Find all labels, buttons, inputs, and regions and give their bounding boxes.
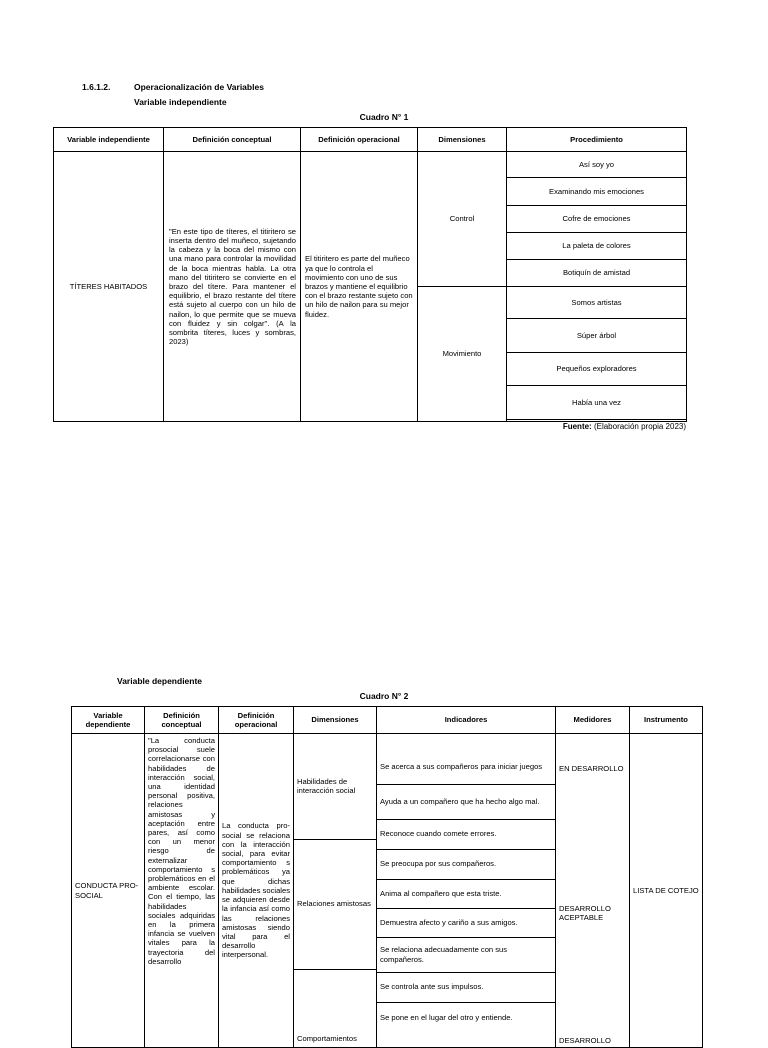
measure-item: DESARROLLO [559, 1036, 611, 1045]
indicator-item: Se controla ante sus impulsos. [377, 972, 555, 1002]
table1-header: Definición operacional [301, 128, 418, 152]
procedure-item: Somos artistas [507, 287, 686, 319]
procedure-item: Examinando mis emociones [507, 178, 686, 205]
table2-indicators [377, 734, 556, 1048]
table1-procedures-control [507, 152, 687, 286]
procedure-item: Así soy yo [507, 152, 686, 178]
subtitle-dependent: Variable dependiente [117, 676, 203, 686]
table1-def-operacional: El titiritero es parte del muñeco ya que lo controla el movimiento con uno de sus brazos y mantiene el equilibrio con el brazo restante sujeto con un hilo de nailon para su mejor fluidez. [301, 152, 418, 422]
table1-def-conceptual: "En este tipo de títeres, el titiritero se inserta dentro del muñeco, sujetando la cabeza y la boca del mismo con una mano para controlar la movilidad de la boca mientras habla. La otra mano del titiritero se convierte en el brazo del títere. Para mantener el equilibrio, el brazo restante del títere está sujeto al cuerpo con un hilo de nailon, lo que permite que se mueva con fluidez y sin colgar". (A la sombrita títeres, luces y sombras, 2023) [164, 152, 301, 422]
measure-item: EN DESARROLLO [559, 764, 624, 773]
table2-def-operacional: La conducta pro-social se relaciona con la interacción social, para evitar comportamiento s problemáticos ya que dichas habilidades sociales se adquieren desde la infancia así como las relaciones amistosas siendo vital para el desarrollo interpersonal. [219, 734, 294, 1048]
table2-instrument: LISTA DE COTEJO [630, 734, 703, 1048]
indicator-item: Se pone en el lugar del otro y entiende. [380, 1012, 513, 1022]
procedure-item: Pequeños exploradores [507, 352, 686, 386]
table1-variable-cell: TÍTERES HABITADOS [54, 152, 164, 422]
section-number: 1.6.1.2. [82, 82, 111, 92]
indicator-item: Se acerca a sus compañeros para iniciar juegos [377, 749, 555, 784]
subtitle-independent: Variable independiente [134, 97, 227, 107]
table2-measures [556, 734, 630, 1048]
table1-header: Variable independiente [54, 128, 164, 152]
table2 [71, 706, 703, 1048]
procedure-item: Botiquín de amistad [562, 268, 631, 278]
dimension-item: Relaciones amistosas [294, 839, 376, 969]
table2-header: Medidores [556, 707, 630, 734]
table1-dimension-control: Control [418, 152, 507, 286]
table2-header: Indicadores [377, 707, 556, 734]
source-text: (Elaboración propia 2023) [591, 422, 686, 431]
table1-header: Dimensiones [418, 128, 507, 152]
table1-header: Definición conceptual [164, 128, 301, 152]
table2-header: Variable dependiente [72, 707, 145, 734]
table2-caption: Cuadro N° 2 [359, 691, 409, 701]
procedure-item [507, 419, 686, 421]
procedure-item: Cofre de emociones [507, 205, 686, 232]
dimension-item: Comportamientos [297, 1033, 357, 1043]
table1-caption: Cuadro N° 1 [359, 112, 409, 122]
table2-def-conceptual: "La conducta prosocial suele correlacionarse con habilidades de interacción social, una identidad personal positiva, relaciones amistosas y aceptación entre pares, así como con un menor riesgo de externalizar comportamiento s problemáticos en el ambiente escolar. Con el tiempo, las habilidades sociales adquiridas en la primera infancia se vuelven vitales para la trayectoria del desarrollo [145, 734, 219, 1048]
indicator-item: Demuestra afecto y cariño a sus amigos. [377, 908, 555, 937]
source-label: Fuente: [562, 422, 592, 431]
procedure-item: Había una vez [507, 386, 686, 420]
table2-header: Instrumento [630, 707, 703, 734]
table2-header: Definición operacional [219, 707, 294, 734]
indicator-item: Se preocupa por sus compañeros. [377, 849, 555, 879]
measure-item: DESARROLLO ACEPTABLE [559, 904, 611, 923]
indicator-item: Reconoce cuando comete errores. [377, 819, 555, 849]
procedure-item: Súper árbol [507, 319, 686, 353]
indicator-item: Ayuda a un compañero que ha hecho algo mal. [377, 784, 555, 819]
table1 [53, 127, 687, 422]
indicator-item: Se relaciona adecuadamente con sus compañeros. [377, 937, 555, 972]
section-title: Operacionalización de Variables [134, 82, 264, 92]
procedure-item: La paleta de colores [507, 232, 686, 259]
table2-dimensions [294, 734, 377, 1048]
table1-source [520, 422, 686, 431]
table1-procedures-movimiento [507, 286, 687, 421]
dimension-item: Habilidades de interacción social [294, 734, 376, 839]
table2-variable-cell: CONDUCTA PRO-SOCIAL [72, 734, 145, 1048]
table1-header: Procedimiento [507, 128, 687, 152]
table2-header: Definición conceptual [145, 707, 219, 734]
indicator-item: Anima al compañero que esta triste. [377, 879, 555, 908]
table1-dimension-movimiento: Movimiento [418, 286, 507, 421]
table2-header: Dimensiones [294, 707, 377, 734]
